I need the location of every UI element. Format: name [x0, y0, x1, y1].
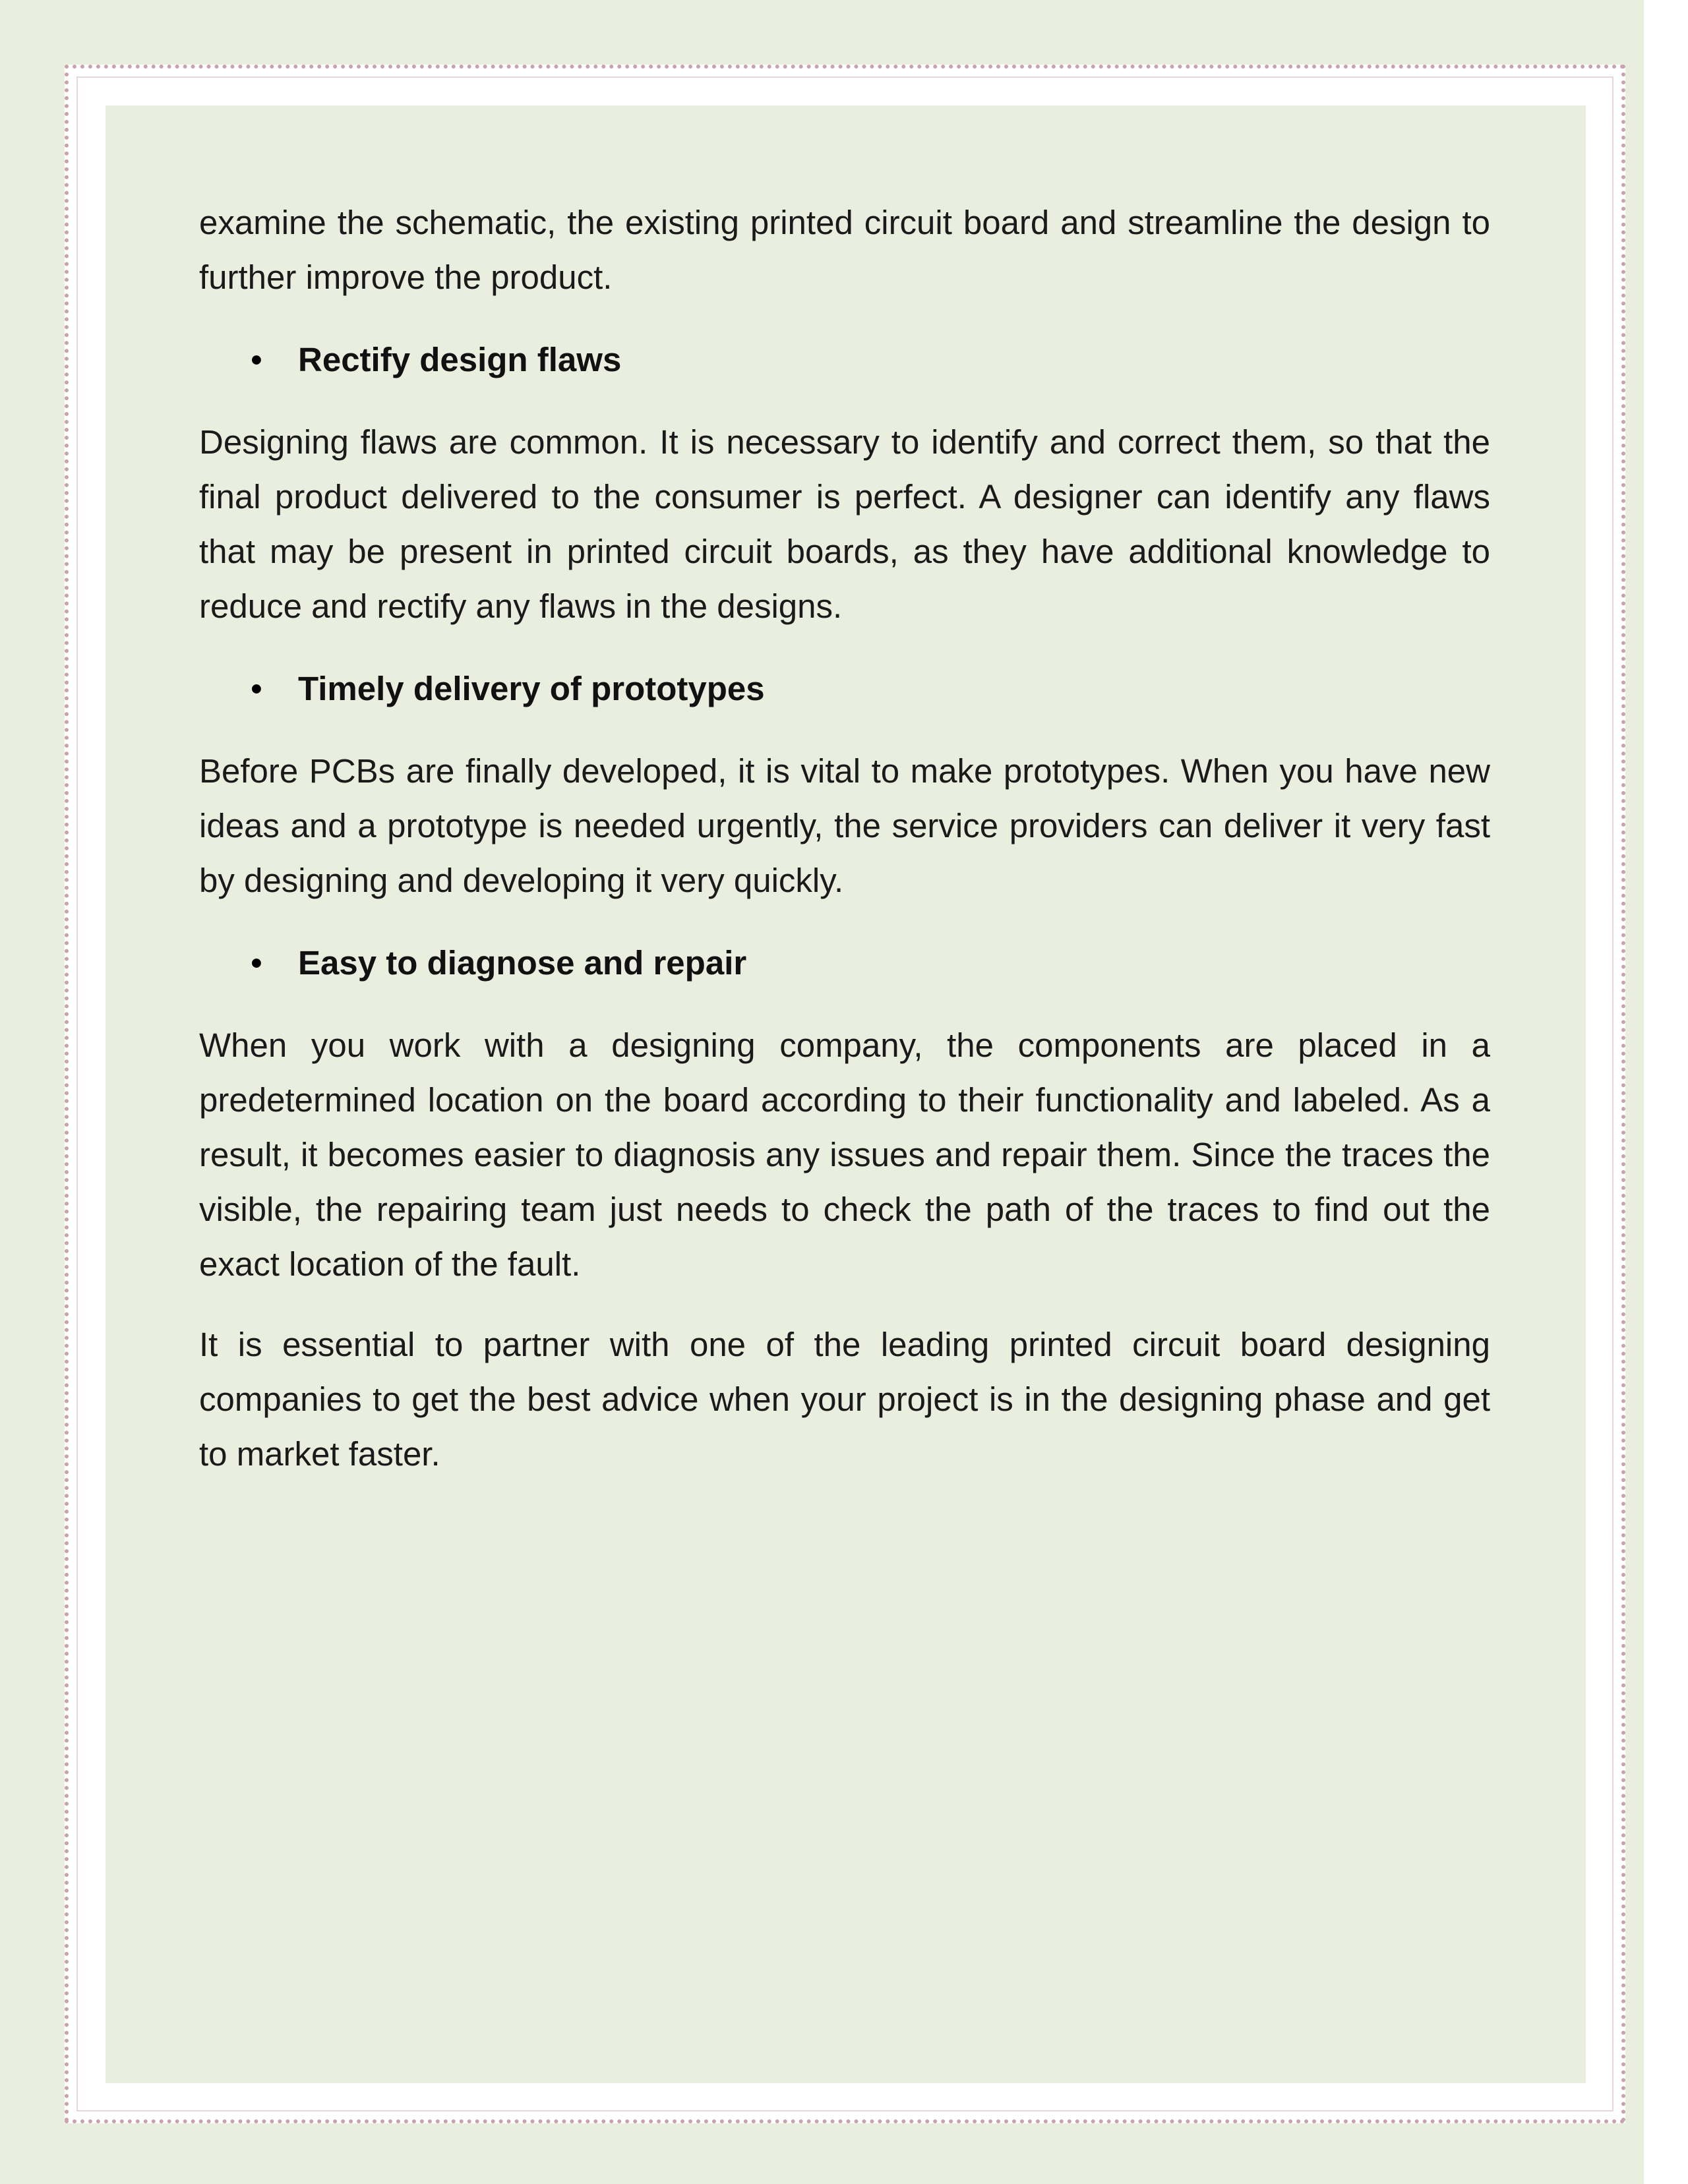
intro-paragraph: examine the schematic, the existing printed circuit board and streamline the design to further improve the product.	[199, 204, 1490, 296]
bullet-icon: •	[251, 944, 262, 982]
section-body-rectify-design-flaws: Designing flaws are common. It is necessary to identify and correct them, so that the final product delivered to the consumer is perfect. A designer can identify any flaws that may be present in printed circuit boards, as they have additional knowledge to reduce and rectify any flaws in the designs.	[199, 423, 1490, 625]
section-heading-timely-delivery: Timely delivery of prototypes	[298, 670, 765, 707]
section-heading-rectify-design-flaws: Rectify design flaws	[298, 341, 622, 378]
closing-paragraph: It is essential to partner with one of the leading printed circuit board designing companies to get the best advice when your project is in the designing phase and get to market faster.	[199, 1326, 1490, 1473]
bullet-icon: •	[251, 670, 262, 707]
bullet-icon: •	[251, 341, 262, 378]
section-heading-easy-diagnose-repair: Easy to diagnose and repair	[298, 944, 747, 982]
page-edge-strip	[1644, 0, 1688, 2184]
section-body-timely-delivery: Before PCBs are finally developed, it is vital to make prototypes. When you have new ideas and a prototype is needed urgently, the service providers can deliver it very fast by designing and developing it very quickly.	[199, 752, 1490, 899]
section-body-easy-diagnose-repair: When you work with a designing company, the components are placed in a predetermined location on the board according to their functionality and labeled. As a result, it becomes easier to diagnosis any issues and repair them. Since the traces the visible, the repairing team just needs to check the path of the traces to find out the exact location of the fault.	[199, 1026, 1490, 1283]
